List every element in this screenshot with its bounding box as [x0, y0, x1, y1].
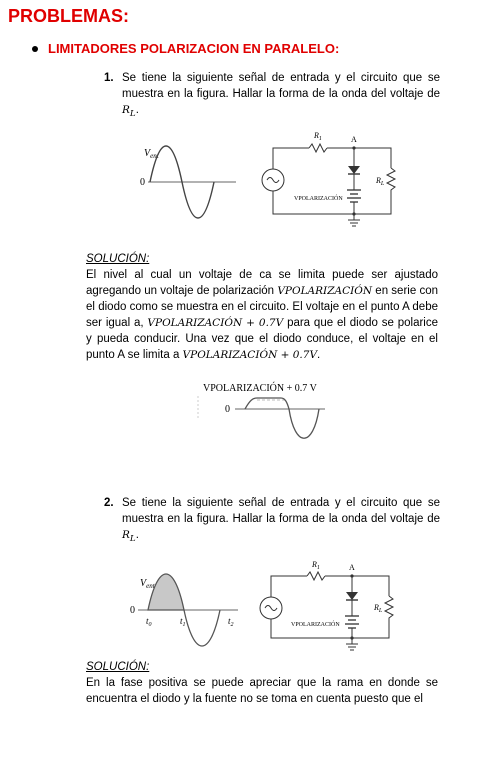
bullet-icon: [32, 46, 38, 52]
p2-junction-dot: [350, 636, 353, 639]
problem-2-variable: $R_L$: [122, 529, 136, 545]
p1-wire-top-right: [327, 148, 391, 168]
p1-junction-dot: [352, 212, 355, 215]
p1-zero-label: 0: [140, 177, 145, 188]
page-title: PROBLEMAS:: [8, 6, 129, 26]
section-heading-text: LIMITADORES POLARIZACION EN PARALELO:: [48, 41, 340, 56]
p2-source-label: VPOLARIZACIÓN: [291, 622, 340, 628]
p2-resistor-r1-icon: [307, 572, 325, 580]
problem-1-statement-end: .: [135, 104, 139, 116]
sol1-part: .: [317, 349, 321, 361]
p1-rl-label: $R_L$: [376, 176, 385, 187]
resistor-r1-icon: [309, 144, 327, 152]
sol1-var: VPOLARIZACIÓN + 0.7V: [147, 317, 284, 329]
sol1-part: en serie con el diodo como se muestra en el circuito. El voltaje en el punto A debe ser igual a,: [86, 285, 439, 329]
p1-wire-top-left: [273, 148, 309, 169]
p2-node-label: A: [349, 563, 355, 572]
sol1-var: VPOLARIZACIÓN: [277, 285, 373, 297]
problem-2-statement: [122, 495, 440, 547]
p1-node-label: A: [351, 135, 357, 144]
ac-symbol-icon: [267, 178, 279, 183]
solution-2-text: En la fase positiva se puede apreciar que la rama en donde se encuentra el diodo y la fuente no se toma en cuenta puesto que el: [86, 677, 438, 705]
resistor-rl-icon: [273, 168, 395, 214]
problem-2-figure: [128, 558, 408, 653]
p1-output-zero: 0: [225, 404, 230, 415]
p2-ac-symbol-icon: [265, 606, 277, 611]
p2-wire-top-left: [271, 576, 307, 597]
p2-diode-icon: [346, 592, 358, 600]
problem-2-number: 2.: [104, 497, 114, 509]
problem-1-statement: [122, 70, 440, 122]
p2-t0-label: $t_0$: [146, 616, 152, 628]
problem-1-figure: [136, 128, 406, 228]
problem-2-statement-end: .: [135, 529, 139, 541]
p1-r1-label: $R_1$: [314, 131, 322, 142]
solution-2-label: SOLUCIÓN:: [86, 661, 150, 673]
problem-1-variable: $R_L$: [122, 104, 136, 120]
p1-output-label: VPOLARIZACIÓN + 0.7 V: [203, 383, 317, 394]
solution-1-text: [86, 267, 438, 363]
p2-r1-label: $R_1$: [312, 560, 320, 571]
p1-output-wave: [245, 398, 319, 438]
diode-icon: [348, 166, 360, 174]
p2-zero-label: 0: [130, 605, 135, 616]
problem-2-statement-text: Se tiene la siguiente señal de entrada y el circuito que se muestra en la figura. Hallar la forma de la onda del voltaje de: [122, 497, 440, 525]
section-heading: [32, 41, 339, 56]
problem-1-statement-text: Se tiene la siguiente señal de entrada y el circuito que se muestra en la figura. Hallar la forma de la onda del voltaje de: [122, 72, 440, 100]
p2-rl-label: $R_L$: [374, 603, 383, 614]
sol1-var: VPOLARIZACIÓN + 0.7V: [182, 349, 318, 361]
sol1-part: El nivel al cual un voltaje de ca se limita puede ser ajustado agregando un voltaje de polarización: [86, 269, 438, 297]
p2-shaded-wave: [148, 574, 184, 610]
p1-source-label: VPOLARIZACIÓN: [294, 196, 343, 202]
p1-wave-label: $V_{ent}$: [144, 148, 159, 160]
p2-t2-label: $t_2$: [228, 616, 234, 628]
p2-negative-wave: [184, 610, 220, 646]
solution-1-label: SOLUCIÓN:: [86, 253, 150, 265]
solution-1-output-figure: [195, 378, 335, 444]
sol1-part: para que el diodo se polarice y pueda conducir. Una vez que el diodo conduce, el voltaje en el punto A se limita a: [86, 317, 439, 361]
problem-1-number: 1.: [104, 72, 114, 84]
p2-t1-label: $t_1$: [180, 616, 186, 628]
p2-wave-label: $V_{ent}$: [140, 578, 155, 590]
